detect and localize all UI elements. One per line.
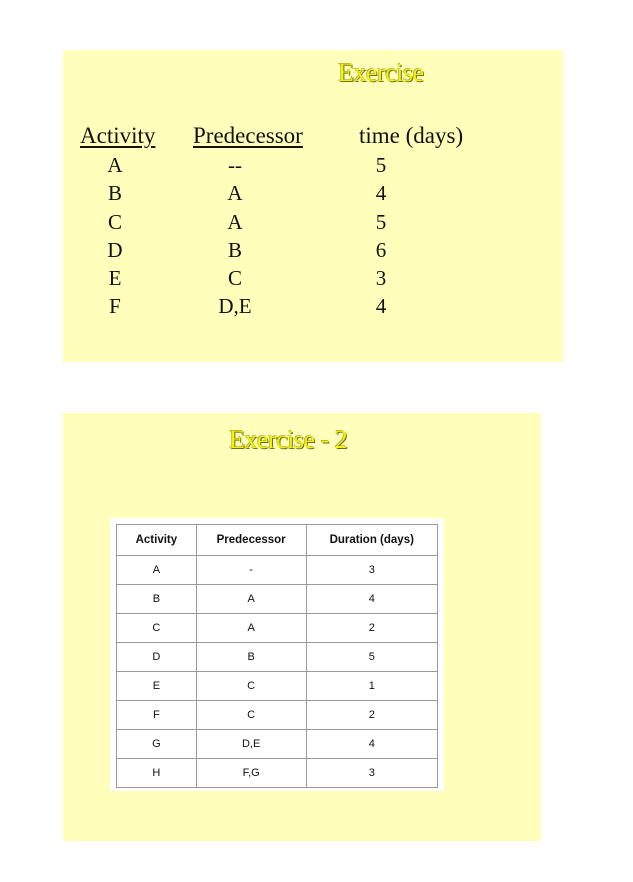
activity-cell: E <box>108 266 122 291</box>
time-cell: 4 <box>375 294 387 319</box>
exercise-2-table <box>116 524 438 788</box>
activity-cell: H <box>117 759 197 788</box>
duration-cell: 2 <box>306 614 437 643</box>
predecessor-cell: -- <box>228 153 242 177</box>
table-row <box>117 556 438 585</box>
duration-cell: 4 <box>306 585 437 614</box>
predecessor-cell: C <box>196 701 306 730</box>
duration-cell: 2 <box>306 701 437 730</box>
activity-header: Activity <box>80 123 156 148</box>
predecessor-column-header: Predecessor <box>196 525 306 556</box>
table-row <box>117 730 438 759</box>
time-cell: 3 <box>375 266 387 291</box>
exercise-2-table-card <box>110 518 444 791</box>
duration-cell: 3 <box>306 556 437 585</box>
predecessor-header: Predecessor <box>193 123 303 148</box>
exercise-1-rows <box>63 153 563 323</box>
activity-cell: C <box>107 209 122 234</box>
activity-cell: A <box>117 556 197 585</box>
time-cell: 5 <box>375 153 387 177</box>
time-header: time (days) <box>359 123 464 148</box>
exercise-2-slide <box>63 413 541 841</box>
activity-cell: B <box>107 181 122 206</box>
activity-cell: D <box>117 643 197 672</box>
activity-cell: C <box>117 614 197 643</box>
activity-cell: E <box>117 672 197 701</box>
activity-cell: A <box>107 153 123 177</box>
activity-cell: F <box>117 701 197 730</box>
predecessor-cell: B <box>196 643 306 672</box>
duration-cell: 4 <box>306 730 437 759</box>
table-row <box>117 672 438 701</box>
predecessor-cell: F,G <box>196 759 306 788</box>
activity-column-header: Activity <box>117 525 197 556</box>
table-row <box>117 701 438 730</box>
table-row <box>63 210 563 238</box>
predecessor-cell: A <box>227 181 243 206</box>
table-row <box>117 585 438 614</box>
table-row <box>63 153 563 181</box>
duration-cell: 5 <box>306 643 437 672</box>
duration-column-header: Duration (days) <box>306 525 437 556</box>
activity-cell: G <box>117 730 197 759</box>
table-row <box>117 643 438 672</box>
predecessor-cell: B <box>227 237 242 262</box>
table-row <box>117 614 438 643</box>
predecessor-cell: D,E <box>196 730 306 759</box>
predecessor-cell: A <box>196 614 306 643</box>
predecessor-cell: - <box>196 556 306 585</box>
predecessor-cell: A <box>196 585 306 614</box>
table-row <box>63 294 563 322</box>
exercise-1-slide <box>63 50 563 362</box>
duration-cell: 1 <box>306 672 437 701</box>
predecessor-cell: C <box>227 266 242 291</box>
predecessor-cell: C <box>196 672 306 701</box>
activity-cell: B <box>117 585 197 614</box>
exercise-1-title: Exercise <box>338 58 424 87</box>
activity-cell: D <box>107 237 123 262</box>
table-row <box>63 181 563 209</box>
table-row <box>117 759 438 788</box>
duration-cell: 3 <box>306 759 437 788</box>
time-cell: 5 <box>375 209 387 234</box>
activity-cell: F <box>109 294 121 319</box>
time-cell: 6 <box>375 237 387 262</box>
exercise-2-title: Exercise - 2 <box>229 425 348 454</box>
table-header-row <box>117 525 438 556</box>
predecessor-cell: A <box>227 209 243 234</box>
predecessor-cell: D,E <box>218 294 252 319</box>
table-row <box>63 238 563 266</box>
table-row <box>63 266 563 294</box>
time-cell: 4 <box>375 181 387 206</box>
